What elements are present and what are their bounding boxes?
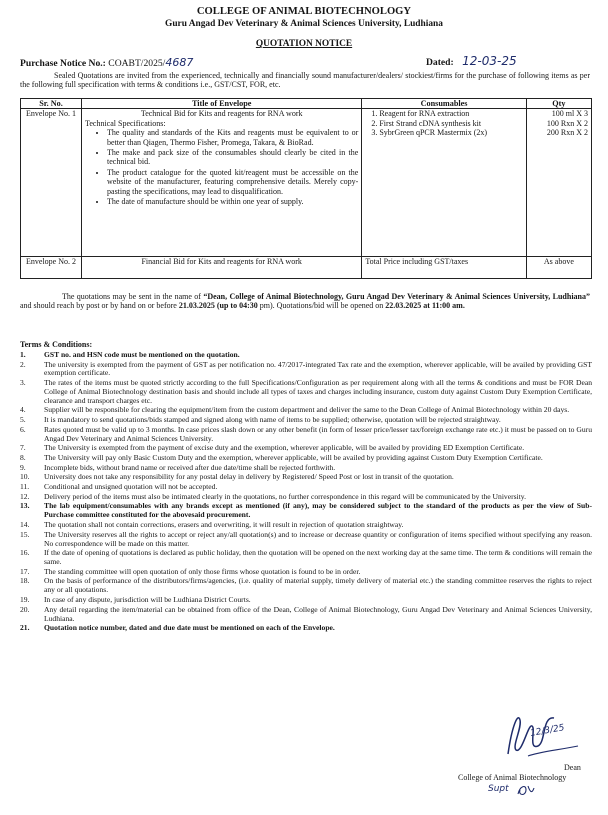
spec-item: • The make and pack size of the consumables should clearly be cited in the technical bid. [107, 148, 358, 167]
term-text: Quotation notice number, dated and due date must be mentioned on each of the Envelope. [44, 623, 335, 633]
term-text: GST no. and HSN code must be mentioned on the quotation. [44, 349, 240, 359]
submission-mid: and should reach by post or by hand on or before [20, 301, 179, 311]
purchase-notice-line [20, 56, 193, 69]
purchase-notice-handwritten-number: 4687 [165, 56, 194, 69]
term-text: The standing committee will open quotation of only those firms whose quotation is found to be in order. [44, 566, 361, 576]
envelope-1-cell: Envelope No. 1 [21, 109, 82, 257]
submission-address: “Dean, College of Animal Biotechnology, Guru Angad Dev Veterinary & Animal Sciences University, Ludhiana” [203, 292, 591, 301]
term-number: 12. [20, 491, 30, 501]
term-text: Incomplete bids, without brand name or received after due date/time shall be rejected forthwith. [44, 462, 336, 472]
term-item [20, 444, 592, 453]
term-number: 8. [20, 453, 26, 463]
term-item [20, 549, 592, 567]
spec-item: • The date of manufacture should be within one year of supply. [107, 197, 358, 206]
term-number: 7. [20, 443, 26, 453]
term-item [20, 379, 592, 406]
term-number: 19. [20, 594, 30, 604]
dated-handwritten-value: 12-03-25 [462, 54, 517, 68]
term-number: 2. [20, 359, 26, 369]
term-number: 9. [20, 462, 26, 472]
term-text: Conditional and unsigned quotation will not be accepted. [44, 482, 218, 492]
technical-specifications-heading: Technical Specifications: [85, 118, 166, 128]
term-text: The University is exempted from the payment of excise duty and the exemption, wherever applicable, will be availed by providing ED Exemption Certificate. [44, 443, 525, 453]
term-number: 21. [20, 623, 30, 633]
term-text: Any detail regarding the item/material can be obtained from office of the Dean, College of Animal Biotechnology, Guru Angad Dev Veterinary and Animal Sciences University, Ludhiana. [44, 604, 592, 623]
term-number: 18. [20, 576, 30, 586]
term-text: It is mandatory to send quotations/bids stamped and signed along with name of items to be supplied; otherwise, quotation will be rejected straightway. [44, 415, 501, 425]
term-number: 17. [20, 566, 30, 576]
envelope-2-cell: Envelope No. 2 [21, 257, 82, 279]
term-text: The University reserves all the rights to accept or reject any/all quotation(s) and to increase or decrease quantity or configuration of items specified without specifying any reason. No correspondence will be made on this matter. [44, 529, 592, 548]
purchase-notice-number: COABT/2025/ [108, 58, 166, 69]
qty-value: 100 Rxn X 2 [546, 118, 588, 128]
terms-section [20, 341, 592, 634]
term-item [20, 531, 592, 549]
term-text: The quotation shall not contain corrections, erasers and overwriting, it will result in rejection of quotation straightway. [44, 520, 404, 529]
term-item [20, 568, 592, 577]
notice-title: QUOTATION NOTICE [255, 39, 353, 49]
university-title: Guru Angad Dev Veterinary & Animal Sciences University, Ludhiana [165, 19, 443, 29]
initial-scribble-icon [514, 782, 536, 798]
consumable-item: 3. SybrGreen qPCR Mastermix (2x) [379, 128, 522, 137]
term-item [20, 596, 592, 605]
technical-bid-title: Technical Bid for Kits and reagents for RNA work [140, 109, 303, 119]
spec-item: • The quality and standards of the Kits and reagents must be equivalent to or better than Qiagen, Thermo Fisher, Promega, Takara, & BioRad. [107, 128, 358, 147]
term-text: The rates of the items must be quoted strictly according to the full Specifications/Configuration as per requirement along with all the terms & conditions and must be FOR Dean College of Animal Biotechnology destination basis and should include all types of taxes and charges including insurance, custom duty against Custom Duty Exemption Certificate, clearance and transport charges etc. [44, 378, 592, 405]
term-item [20, 502, 592, 520]
term-item [20, 521, 592, 530]
dated-label: Dated: [426, 57, 454, 68]
term-number: 13. [20, 501, 30, 511]
table-header-row [21, 99, 592, 109]
dated-line [426, 54, 517, 68]
term-text: The university is exempted from the payment of GST as per notification no. 47/2017-integrated Tax rate and the exemption, wherever applicable, will be availed by providing GST exemption certificate. [44, 359, 592, 378]
term-text: If the date of opening of quotations is declared as public holiday, then the quotation will be opened on the next working day at the same time. The term & conditions will remain the same. [44, 548, 592, 567]
intro-paragraph: Sealed Quotations are invited from the experienced, technically and financially sound manufacturer/dealers/ stockiest/firms for the purchase of following items as per the following full specification with terms & conditions i.e., GST/CST, FOR, etc. [20, 71, 590, 90]
term-number: 10. [20, 472, 30, 482]
term-text: Supplier will be responsible for clearing the equipment/item from the custom department and deliver the same to the Dean College of Animal Biotechnology within 20 days. [44, 405, 570, 415]
superintendent-initial: Supt [488, 784, 509, 794]
header-qty: Qty [526, 99, 591, 109]
term-number: 14. [20, 520, 30, 529]
term-text: Delivery period of the items must also be intimated clearly in the quotations, no further correspondence in this regard will be communicated by the University. [44, 491, 526, 501]
term-item [20, 493, 592, 502]
qty-value: 200 Rxn X 2 [546, 128, 588, 138]
term-item [20, 426, 592, 444]
term-item [20, 577, 592, 595]
term-number: 6. [20, 424, 26, 434]
term-text: The University will pay only Basic Custom Duty and the exemption, wherever applicable, will be availed by providing against Custom Duty Exemption Certificate. [44, 453, 543, 463]
term-item [20, 464, 592, 473]
header-consumables: Consumables [362, 99, 526, 109]
term-item [20, 361, 592, 379]
technical-specifications-list [85, 128, 358, 206]
term-item [20, 406, 592, 415]
total-price-cell: Total Price including GST/taxes [362, 257, 526, 279]
term-text: In case of any dispute, jurisdiction will be Ludhiana District Courts. [44, 594, 251, 604]
purchase-notice-label: Purchase Notice No.: [20, 58, 106, 69]
signatory-office: College of Animal Biotechnology [458, 773, 567, 782]
term-text: University does not take any responsibility for any postal delay in delivery by Registered/ Speed Post or lost in transit of the quotation. [44, 472, 454, 482]
table-row [21, 109, 592, 257]
header-sr-no: Sr. No. [21, 99, 82, 109]
term-number: 16. [20, 548, 30, 558]
as-above-cell: As above [526, 257, 591, 279]
submission-lead: The quotations may be sent in the name of [62, 292, 204, 301]
term-number: 3. [20, 378, 26, 388]
items-table [20, 98, 592, 279]
signature-date: 12/3/25 [529, 723, 566, 739]
term-number: 1. [20, 349, 26, 359]
term-text: On the basis of performance of the distributors/firms/agencies, (i.e. quality of material supply, timely delivery of material etc.) the standing committee reserves the rights to reject any or all quotations. [44, 576, 592, 595]
terms-list [20, 351, 592, 633]
term-text: The lab equipment/consumables with any brands except as mentioned (if any), may be considered subject to the standard of the products as per the view of Sub-Purchase committee constituted for the abovesaid procurement. [44, 501, 592, 520]
term-item [20, 473, 592, 482]
qty-value: 100 ml X 3 [551, 109, 588, 119]
qty-cell [526, 109, 591, 257]
consumables-cell [362, 109, 526, 257]
submission-opening-date: 22.03.2025 at 11:00 am. [385, 301, 465, 311]
term-text: Rates quoted must be valid up to 3 months. In case prices slash down or any other benefit (in form of lesser price/lesser tax/foreign exchange rate etc.) it must be passed on to Guru Angad Dev Veterinary and Animal Sciences University. [44, 424, 592, 443]
technical-bid-cell [82, 109, 362, 257]
financial-bid-cell: Financial Bid for Kits and reagents for RNA work [82, 257, 362, 279]
term-item [20, 483, 592, 492]
consumable-item: 2. First Strand cDNA synthesis kit [379, 119, 522, 128]
term-number: 11. [20, 482, 30, 492]
term-item [20, 606, 592, 624]
term-number: 5. [20, 415, 26, 425]
table-row [21, 257, 592, 279]
consumable-item: 1. Reagent for RNA extraction [379, 109, 522, 118]
signatory-designation: Dean [564, 763, 581, 772]
term-number: 15. [20, 529, 30, 539]
term-item [20, 624, 592, 633]
spec-item: • The product catalogue for the quoted kit/reagent must be accessible on the website of the manufacturer, featuring comprehensive details. Merely copy-pasting the specifications, may lead to disqualification. [107, 168, 358, 196]
term-item [20, 416, 592, 425]
submission-due-date: 21.03.2025 (up to 04:30 [178, 301, 258, 311]
consumables-list [365, 109, 522, 137]
header-title-of-envelope: Title of Envelope [82, 99, 362, 109]
college-title: COLLEGE OF ANIMAL BIOTECHNOLOGY [196, 6, 412, 17]
term-number: 20. [20, 604, 30, 614]
term-number: 4. [20, 405, 26, 415]
term-item [20, 454, 592, 463]
submission-mid2: pm). Quotations/bid will be opened on [257, 301, 386, 311]
terms-heading: Terms & Conditions: [20, 340, 93, 349]
submission-paragraph [20, 292, 590, 311]
term-item [20, 351, 592, 360]
